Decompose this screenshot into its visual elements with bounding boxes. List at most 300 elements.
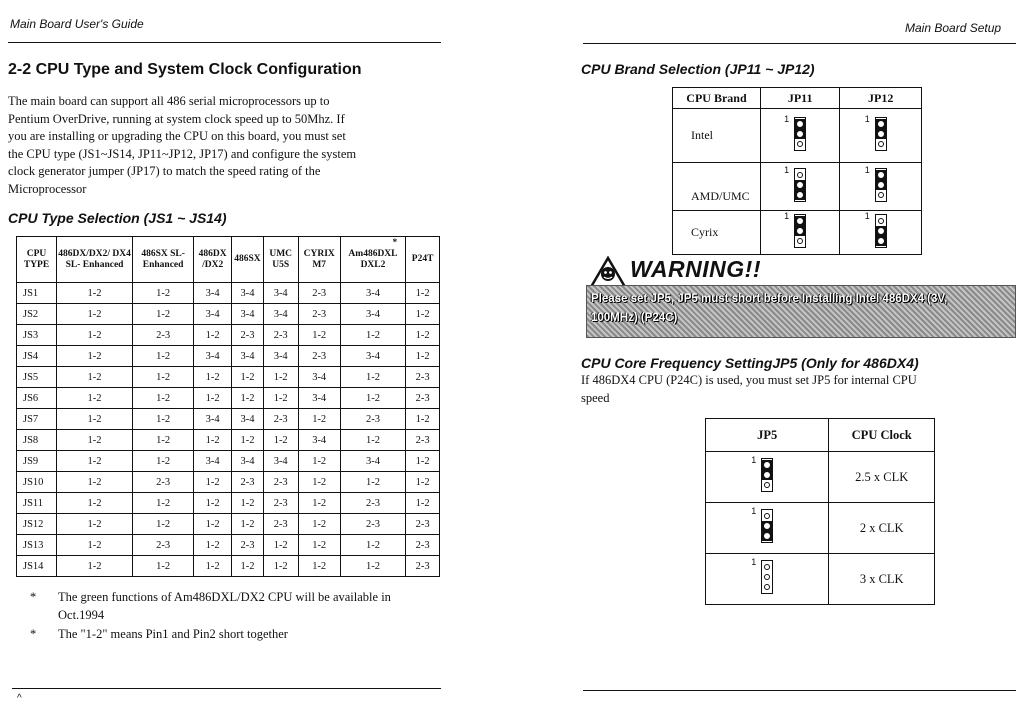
table-row — [17, 451, 440, 472]
table-row — [17, 430, 440, 451]
jumper-setting-cell: 1-2 — [340, 535, 405, 556]
jp12-cell — [840, 109, 922, 163]
cpu-type-table — [16, 236, 440, 577]
jumper-pins — [875, 214, 887, 248]
warning-line: Please set JP5, JP5 must short before Installing Intel 486DX4 (3V, — [591, 293, 948, 305]
table-row — [17, 304, 440, 325]
col-header: JP11 — [760, 88, 840, 109]
jumper-setting-cell: 2-3 — [298, 283, 340, 304]
jumper-setting-cell: 1-2 — [232, 367, 264, 388]
intro-line: Microprocessor — [8, 181, 87, 196]
pin-icon — [878, 141, 884, 147]
jumper-pins — [794, 168, 806, 202]
jumper-name-cell: JS2 — [17, 304, 57, 325]
jumper-pin — [876, 119, 886, 129]
jumper-setting-cell: 3-4 — [232, 409, 264, 430]
jumper-setting-cell: 1-2 — [57, 346, 133, 367]
jumper-setting-cell: 2-3 — [263, 472, 298, 493]
jumper-name-cell: JS5 — [17, 367, 57, 388]
pin-one-label: 1 — [751, 557, 757, 567]
jumper-setting-cell: 3-4 — [232, 304, 264, 325]
jumper-setting-cell: 1-2 — [194, 430, 232, 451]
freq-row — [706, 452, 935, 503]
jumper-pin — [876, 180, 886, 190]
jp5-cell — [706, 554, 829, 605]
jumper-setting-cell: 2-3 — [406, 430, 440, 451]
col-header: 486SX SL- Enhanced — [133, 237, 194, 283]
jumper-pin — [795, 139, 805, 149]
jumper-pin — [876, 139, 886, 149]
col-header: CPU TYPE — [17, 237, 57, 283]
pin-one-label: 1 — [784, 113, 790, 124]
pin-icon — [764, 462, 770, 468]
jumper-setting-cell: 1-2 — [340, 367, 405, 388]
jumper-setting-cell: 1-2 — [263, 367, 298, 388]
jumper-setting-cell: 1-2 — [406, 346, 440, 367]
jumper-pin — [876, 170, 886, 180]
am486-label: Am486DXL DXL2 — [348, 248, 398, 270]
pin-icon — [764, 574, 770, 580]
freq-header-row — [706, 419, 935, 452]
jumper-setting-cell: 2-3 — [133, 472, 194, 493]
jumper-name-cell: JS3 — [17, 325, 57, 346]
jumper-setting-cell: 1-2 — [232, 514, 264, 535]
notes-list — [30, 589, 450, 644]
jumper-name-cell: JS4 — [17, 346, 57, 367]
jumper-setting-cell: 1-2 — [57, 388, 133, 409]
jumper-setting-cell: 2-3 — [406, 388, 440, 409]
pin-icon — [878, 131, 884, 137]
jumper-setting-cell: 1-2 — [57, 472, 133, 493]
jp12-cell — [840, 211, 922, 255]
jumper-setting-cell: 1-2 — [232, 493, 264, 514]
brand-heading: CPU Brand Selection (JP11 ~ JP12) — [581, 61, 815, 77]
pin-one-label: 1 — [864, 210, 870, 221]
jumper-name-cell: JS10 — [17, 472, 57, 493]
brand-row — [673, 163, 922, 211]
col-header: 486SX — [232, 237, 264, 283]
jumper-name-cell: JS6 — [17, 388, 57, 409]
jumper-setting-cell: 1-2 — [57, 367, 133, 388]
jumper-name-cell: JS8 — [17, 430, 57, 451]
jumper-pin — [876, 129, 886, 139]
jumper-setting-cell: 1-2 — [406, 472, 440, 493]
table-row — [17, 535, 440, 556]
jumper-setting-cell: 1-2 — [298, 493, 340, 514]
jumper-setting-cell: 1-2 — [406, 325, 440, 346]
jp12-cell — [840, 163, 922, 211]
jumper-setting-cell: 3-4 — [298, 430, 340, 451]
col-header: 486DX/DX2/ DX4 SL- Enhanced — [57, 237, 133, 283]
jumper-block-icon — [784, 113, 806, 155]
jp5-frequency-table — [705, 418, 935, 605]
jumper-name-cell: JS7 — [17, 409, 57, 430]
intro-line: you are installing or upgrading the CPU on this board, you must set — [8, 129, 346, 143]
brand-name-cell: AMD/UMC — [673, 163, 761, 211]
freq-heading: CPU Core Frequency SettingJP5 (Only for 486DX4) — [581, 355, 919, 371]
warning-title: WARNING!! — [630, 256, 761, 282]
pin-icon — [764, 472, 770, 478]
jumper-setting-cell: 1-2 — [232, 388, 264, 409]
jumper-pin — [795, 226, 805, 236]
jumper-setting-cell: 1-2 — [340, 388, 405, 409]
intro-paragraph — [8, 93, 448, 198]
jumper-setting-cell: 2-3 — [133, 325, 194, 346]
freq-row — [706, 503, 935, 554]
jumper-setting-cell: 3-4 — [194, 409, 232, 430]
jumper-pin — [762, 480, 772, 490]
pin-icon — [764, 523, 770, 529]
jumper-setting-cell: 2-3 — [340, 493, 405, 514]
jumper-setting-cell: 1-2 — [406, 283, 440, 304]
brand-header-row — [673, 88, 922, 109]
cpu-table-body — [17, 283, 440, 577]
col-header: CPU Clock — [829, 419, 935, 452]
jumper-setting-cell: 1-2 — [57, 409, 133, 430]
jumper-setting-cell: 3-4 — [263, 283, 298, 304]
pin-icon — [764, 564, 770, 570]
jumper-setting-cell: 2-3 — [298, 304, 340, 325]
pin-icon — [878, 228, 884, 234]
jumper-setting-cell: 1-2 — [298, 325, 340, 346]
jumper-setting-cell: 1-2 — [133, 346, 194, 367]
jumper-setting-cell: 1-2 — [133, 430, 194, 451]
pin-icon — [797, 141, 803, 147]
jp11-cell — [760, 163, 840, 211]
jumper-block-icon — [864, 113, 887, 155]
jumper-setting-cell: 1-2 — [298, 409, 340, 430]
jumper-setting-cell: 1-2 — [57, 451, 133, 472]
jumper-pin — [762, 531, 772, 541]
note-line: The green functions of Am486DXL/DX2 CPU will be available in — [58, 590, 391, 604]
jumper-setting-cell: 2-3 — [133, 535, 194, 556]
pin-icon — [878, 121, 884, 127]
jumper-pin — [795, 129, 805, 139]
pin-icon — [878, 172, 884, 178]
jumper-setting-cell: 2-3 — [263, 514, 298, 535]
jumper-block-icon — [751, 455, 773, 496]
jumper-pin — [876, 190, 886, 200]
jumper-setting-cell: 1-2 — [232, 430, 264, 451]
jumper-name-cell: JS9 — [17, 451, 57, 472]
jumper-name-cell: JS13 — [17, 535, 57, 556]
jumper-pin — [795, 190, 805, 200]
jumper-setting-cell: 1-2 — [57, 535, 133, 556]
jumper-pin — [762, 521, 772, 531]
jumper-pins — [761, 560, 773, 594]
jumper-pins — [875, 168, 887, 202]
jumper-setting-cell: 2-3 — [298, 346, 340, 367]
jumper-setting-cell: 2-3 — [232, 472, 264, 493]
jumper-setting-cell: 1-2 — [57, 514, 133, 535]
note-bullet: * — [30, 590, 37, 604]
jumper-setting-cell: 3-4 — [232, 283, 264, 304]
left-page-header: Main Board User's Guide — [10, 17, 144, 31]
jumper-setting-cell: 1-2 — [133, 304, 194, 325]
pin-icon — [764, 513, 770, 519]
col-header: CPU Brand — [673, 88, 761, 109]
jumper-setting-cell: 1-2 — [57, 556, 133, 577]
jumper-setting-cell: 1-2 — [57, 283, 133, 304]
jumper-setting-cell: 1-2 — [133, 514, 194, 535]
pin-icon — [797, 238, 803, 244]
table-row — [17, 556, 440, 577]
col-header-am486 — [340, 237, 405, 283]
jumper-setting-cell: 3-4 — [194, 346, 232, 367]
table-row — [17, 346, 440, 367]
intro-line: clock generator jumper (JP17) to match the speed rating of the — [8, 164, 321, 178]
jumper-setting-cell: 1-2 — [57, 493, 133, 514]
jumper-block-icon — [784, 210, 806, 252]
jumper-setting-cell: 1-2 — [133, 367, 194, 388]
intro-line: The main board can support all 486 serial microprocessors up to — [8, 94, 330, 108]
table-row — [17, 283, 440, 304]
jumper-setting-cell: 3-4 — [340, 304, 405, 325]
am486-asterisk: * — [392, 237, 398, 247]
table-row — [17, 388, 440, 409]
col-header: UMC U5S — [263, 237, 298, 283]
pin-icon — [797, 121, 803, 127]
jumper-name-cell: JS1 — [17, 283, 57, 304]
header-rule-right — [583, 43, 1016, 44]
jumper-setting-cell: 1-2 — [133, 409, 194, 430]
jumper-setting-cell: 2-3 — [263, 493, 298, 514]
pin-one-label: 1 — [864, 164, 870, 175]
pin-icon — [764, 482, 770, 488]
jumper-setting-cell: 2-3 — [406, 514, 440, 535]
pin-icon — [797, 192, 803, 198]
jumper-block-icon — [864, 210, 887, 252]
col-header: JP12 — [840, 88, 922, 109]
pin-icon — [764, 533, 770, 539]
jumper-setting-cell: 1-2 — [194, 325, 232, 346]
jumper-name-cell: JS12 — [17, 514, 57, 535]
jumper-setting-cell: 1-2 — [263, 430, 298, 451]
jumper-setting-cell: 1-2 — [340, 472, 405, 493]
jumper-setting-cell: 1-2 — [263, 388, 298, 409]
cpu-table-header-row — [17, 237, 440, 283]
freq-intro — [581, 372, 1011, 407]
note-bullet: * — [30, 627, 37, 641]
jumper-pin — [795, 216, 805, 226]
jumper-pin — [876, 216, 886, 226]
jumper-setting-cell: 1-2 — [263, 556, 298, 577]
jumper-setting-cell: 3-4 — [232, 346, 264, 367]
table-row — [17, 325, 440, 346]
jumper-setting-cell: 2-3 — [263, 325, 298, 346]
jumper-setting-cell: 1-2 — [194, 535, 232, 556]
pin-one-label: 1 — [784, 210, 790, 221]
jp5-cell — [706, 452, 829, 503]
freq-table-body — [706, 452, 935, 605]
jumper-pin — [795, 170, 805, 180]
warning-text — [591, 290, 1011, 328]
cpu-clock-cell: 2.5 x CLK — [829, 452, 935, 503]
jumper-setting-cell: 3-4 — [340, 346, 405, 367]
jumper-setting-cell: 1-2 — [133, 451, 194, 472]
jumper-setting-cell: 2-3 — [263, 409, 298, 430]
cpu-brand-table — [672, 87, 922, 255]
jumper-setting-cell: 1-2 — [298, 514, 340, 535]
intro-line: Pentium OverDrive, running at system clock speed up to 50Mhz. If — [8, 111, 345, 126]
jumper-setting-cell: 1-2 — [57, 325, 133, 346]
pin-icon — [797, 182, 803, 188]
note-item — [30, 589, 450, 624]
jumper-setting-cell: 1-2 — [194, 367, 232, 388]
jumper-pins — [761, 458, 773, 492]
jumper-setting-cell: 1-2 — [133, 556, 194, 577]
jumper-pins — [794, 117, 806, 151]
pin-icon — [764, 584, 770, 590]
jumper-setting-cell: 3-4 — [263, 346, 298, 367]
jumper-setting-cell: 2-3 — [340, 514, 405, 535]
cpu-clock-cell: 2 x CLK — [829, 503, 935, 554]
jumper-pin — [876, 236, 886, 246]
jumper-setting-cell: 3-4 — [298, 388, 340, 409]
jp11-cell — [760, 211, 840, 255]
jumper-setting-cell: 1-2 — [298, 535, 340, 556]
jumper-setting-cell: 1-2 — [340, 556, 405, 577]
jumper-pin — [795, 180, 805, 190]
jumper-pin — [762, 582, 772, 592]
cpu-type-heading: CPU Type Selection (JS1 ~ JS14) — [8, 210, 227, 226]
footer-rule-right — [583, 690, 1016, 691]
jumper-pin — [762, 562, 772, 572]
brand-name-cell: Cyrix — [673, 211, 761, 255]
jumper-pin — [762, 470, 772, 480]
warning-line: 100MHz) (P24C) — [591, 312, 678, 324]
intro-line: the CPU type (JS1~JS14, JP11~JP12, JP17) and configure the system — [8, 146, 357, 161]
jumper-setting-cell: 3-4 — [232, 451, 264, 472]
jumper-setting-cell: 3-4 — [194, 283, 232, 304]
jumper-setting-cell: 1-2 — [298, 451, 340, 472]
jumper-block-icon — [864, 164, 887, 206]
jumper-setting-cell: 1-2 — [340, 325, 405, 346]
jumper-setting-cell: 1-2 — [340, 430, 405, 451]
freq-intro-line: speed — [581, 390, 610, 405]
jumper-setting-cell: 1-2 — [298, 472, 340, 493]
jumper-setting-cell: 1-2 — [194, 556, 232, 577]
table-row — [17, 493, 440, 514]
col-header: JP5 — [706, 419, 829, 452]
jumper-setting-cell: 1-2 — [133, 493, 194, 514]
jumper-pin — [795, 236, 805, 246]
jumper-setting-cell: 1-2 — [194, 514, 232, 535]
pin-icon — [797, 131, 803, 137]
jumper-setting-cell: 1-2 — [406, 304, 440, 325]
jumper-setting-cell: 2-3 — [232, 535, 264, 556]
jumper-block-icon — [751, 506, 773, 547]
jumper-setting-cell: 1-2 — [133, 388, 194, 409]
jumper-setting-cell: 1-2 — [133, 283, 194, 304]
jp5-cell — [706, 503, 829, 554]
jumper-name-cell: JS14 — [17, 556, 57, 577]
jumper-setting-cell: 3-4 — [298, 367, 340, 388]
col-header: CYRIX M7 — [298, 237, 340, 283]
jumper-pin — [762, 572, 772, 582]
jumper-setting-cell: 1-2 — [406, 451, 440, 472]
jumper-setting-cell: 1-2 — [298, 556, 340, 577]
table-row — [17, 472, 440, 493]
jumper-setting-cell: 1-2 — [194, 472, 232, 493]
jumper-pin — [762, 460, 772, 470]
jumper-setting-cell: 1-2 — [194, 493, 232, 514]
header-rule-left — [8, 42, 441, 43]
jumper-pins — [875, 117, 887, 151]
jumper-setting-cell: 3-4 — [340, 283, 405, 304]
pin-icon — [797, 172, 803, 178]
jumper-setting-cell: 3-4 — [340, 451, 405, 472]
jumper-pins — [761, 509, 773, 543]
jumper-name-cell: JS11 — [17, 493, 57, 514]
pin-icon — [797, 228, 803, 234]
jumper-setting-cell: 2-3 — [340, 409, 405, 430]
table-row — [17, 409, 440, 430]
table-row — [17, 367, 440, 388]
jumper-setting-cell: 1-2 — [194, 388, 232, 409]
jumper-setting-cell: 1-2 — [406, 493, 440, 514]
brand-table-body — [673, 109, 922, 255]
pin-one-label: 1 — [751, 455, 757, 465]
jumper-setting-cell: 3-4 — [194, 451, 232, 472]
jumper-setting-cell: 1-2 — [406, 409, 440, 430]
jumper-setting-cell: 1-2 — [57, 430, 133, 451]
jumper-setting-cell: 2-3 — [406, 535, 440, 556]
footer-mark: ^ — [17, 693, 22, 704]
brand-row — [673, 211, 922, 255]
jumper-setting-cell: 1-2 — [263, 535, 298, 556]
pin-one-label: 1 — [784, 164, 790, 175]
note-item — [30, 626, 450, 644]
pin-icon — [797, 218, 803, 224]
jumper-setting-cell: 1-2 — [57, 304, 133, 325]
pin-one-label: 1 — [751, 506, 757, 516]
jumper-block-icon — [751, 557, 773, 598]
pin-one-label: 1 — [864, 113, 870, 124]
brand-row — [673, 109, 922, 163]
jumper-pins — [794, 214, 806, 248]
jumper-pin — [762, 511, 772, 521]
col-header: P24T — [406, 237, 440, 283]
table-row — [17, 514, 440, 535]
pin-icon — [878, 238, 884, 244]
jumper-setting-cell: 1-2 — [232, 556, 264, 577]
pin-icon — [878, 182, 884, 188]
cpu-clock-cell: 3 x CLK — [829, 554, 935, 605]
freq-row — [706, 554, 935, 605]
jumper-setting-cell: 2-3 — [232, 325, 264, 346]
freq-intro-line: If 486DX4 CPU (P24C) is used, you must set JP5 for internal CPU — [581, 373, 917, 387]
jumper-setting-cell: 2-3 — [406, 367, 440, 388]
pin-icon — [878, 192, 884, 198]
jumper-setting-cell: 3-4 — [263, 304, 298, 325]
footer-rule-left — [12, 688, 441, 689]
jumper-pin — [876, 226, 886, 236]
jumper-block-icon — [784, 164, 806, 206]
jp11-cell — [760, 109, 840, 163]
note-line: The "1-2" means Pin1 and Pin2 short together — [58, 627, 288, 641]
jumper-setting-cell: 3-4 — [263, 451, 298, 472]
col-header: 486DX /DX2 — [194, 237, 232, 283]
brand-name-cell: Intel — [673, 109, 761, 163]
note-line: Oct.1994 — [58, 607, 105, 622]
jumper-pin — [795, 119, 805, 129]
right-page-header: Main Board Setup — [905, 21, 1002, 35]
section-title: 2-2 CPU Type and System Clock Configuration — [8, 61, 362, 78]
jumper-setting-cell: 2-3 — [406, 556, 440, 577]
pin-icon — [878, 218, 884, 224]
jumper-setting-cell: 3-4 — [194, 304, 232, 325]
